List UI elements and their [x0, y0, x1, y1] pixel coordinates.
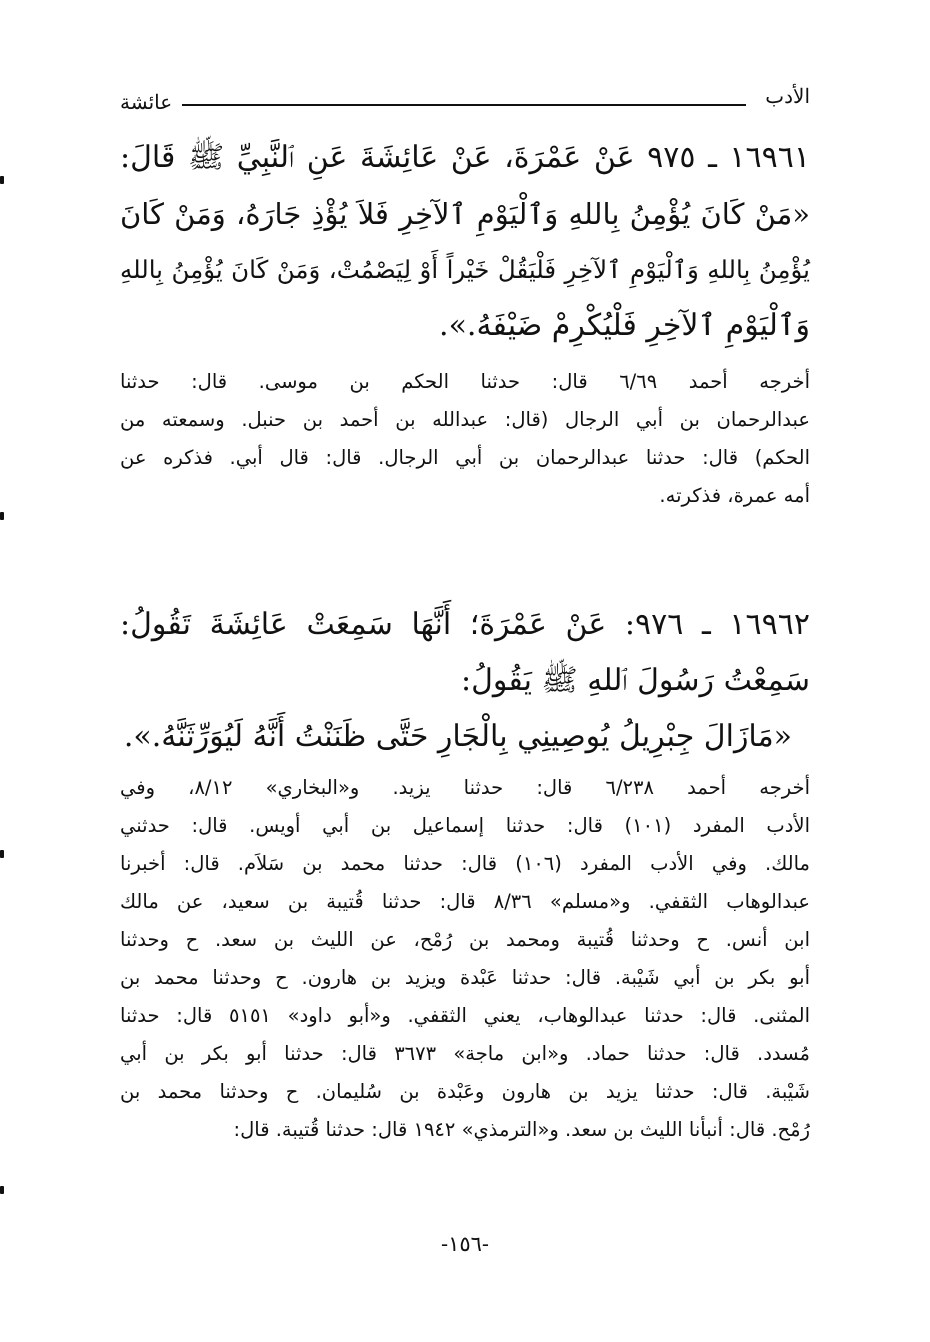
scan-edge-mark: [0, 176, 4, 184]
hadith-line: يُؤْمِنُ بِاللهِ وَٱلْيَوْمِ ٱلآخِرِ فَلْيَقُلْ خَيْراً أَوْ لِيَصْمُتْ، وَمَنْ كَانَ يُؤْمِنُ بِاللهِ: [120, 255, 810, 284]
takhrij-line: أمه عمرة، فذكرته.: [659, 484, 810, 507]
header-chapter-title: الأدب: [765, 84, 810, 108]
takhrij-line: أخرجه أحمد ٦/٢٣٨ قال: حدثنا يزيد. و«البخاري» ٨/١٢، وفي: [120, 776, 810, 799]
header-rule: [182, 104, 746, 106]
hadith-975: [120, 130, 810, 354]
takhrij-line: عبدالوهاب الثقفي. و«مسلم» ٨/٣٦ قال: حدثنا قُتيبة بن سعيد، عن مالك: [120, 890, 810, 913]
hadith-line: وَٱلْيَوْمِ ٱلآخِرِ فَلْيُكْرِمْ ضَيْفَهُ.».: [439, 308, 810, 343]
scan-edge-mark: [0, 850, 4, 858]
takhrij-line: رُمْح. قال: أنبأنا الليث بن سعد. و«الترمذي» ١٩٤٢ قال: حدثنا قُتيبة. قال:: [233, 1118, 810, 1141]
takhrij-976: [120, 769, 810, 1149]
takhrij-line: أخرجه أحمد ٦/٦٩ قال: حدثنا الحكم بن موسى. قال: حدثنا: [120, 370, 810, 393]
takhrij-line: الأدب المفرد (١٠١) قال: حدثنا إسماعيل بن أبي أويس. قال: حدثني: [120, 814, 811, 837]
hadith-line: «مَنْ كَانَ يُؤْمِنُ بِاللهِ وَٱلْيَوْمِ ٱلآخِرِ فَلاَ يُؤْذِ جَارَهُ، وَمَنْ كَانَ: [120, 197, 810, 231]
takhrij-line: مالك. وفي الأدب المفرد (١٠٦) قال: حدثنا محمد بن سَلاَم. قال: أخبرنا: [120, 852, 810, 875]
header-narrator-name: عائشة: [120, 90, 173, 114]
takhrij-line: ابن أنس. ح وحدثنا قُتيبة ومحمد بن رُمْح، عن الليث بن سعد. ح وحدثنا: [120, 928, 810, 951]
hadith-line: ١٦٩٦٢ ـ ٩٧٦: عَنْ عَمْرَةَ؛ أَنَّهَا سَمِعَتْ عَائِشَةَ تَقُولُ:: [120, 607, 810, 642]
page-number: -١٥٦-: [440, 1232, 490, 1256]
takhrij-line: المثنى. قال: حدثنا عبدالوهاب، يعني الثقفي. و«أبو داود» ٥١٥١ قال: حدثنا: [120, 1004, 810, 1027]
hadith-line: «مَازَالَ جِبْرِيلُ يُوصِينِي بِالْجَارِ حَتَّى ظَنَنْتُ أَنَّهُ لَيُوَرِّثَنَّهُ.».: [123, 719, 792, 754]
scan-edge-mark: [0, 512, 4, 520]
hadith-line: سَمِعْتُ رَسُولَ ٱللهِ ﷺ يَقُولُ:: [461, 663, 810, 698]
hadith-line: ١٦٩٦١ ـ ٩٧٥ عَنْ عَمْرَةَ، عَنْ عَائِشَةَ عَنِ ٱلنَّبِيِّ ﷺ قَالَ:: [120, 140, 810, 175]
scan-edge-mark: [0, 1186, 4, 1194]
running-header: [120, 84, 810, 120]
takhrij-line: شَيْبة. قال: حدثنا يزيد بن هارون وعَبْدة بن سُليمان. ح وحدثنا محمد بن: [120, 1080, 810, 1103]
takhrij-line: الحكم) قال: حدثنا عبدالرحمان بن أبي الرجال. قال: قال أبي. فذكره عن: [120, 446, 810, 469]
takhrij-975: [120, 363, 810, 515]
takhrij-line: أبو بكر بن أبي شَيْبة. قال: حدثنا عَبْدة ويزيد بن هارون. ح وحدثنا محمد بن: [120, 966, 810, 989]
takhrij-line: مُسدد. قال: حدثنا حماد. و«ابن ماجة» ٣٦٧٣ قال: حدثنا أبو بكر بن أبي: [120, 1042, 810, 1065]
takhrij-line: عبدالرحمان بن أبي الرجال (قال: عبدالله بن أحمد بن حنبل. وسمعته من: [120, 408, 810, 431]
hadith-976: [120, 597, 810, 765]
